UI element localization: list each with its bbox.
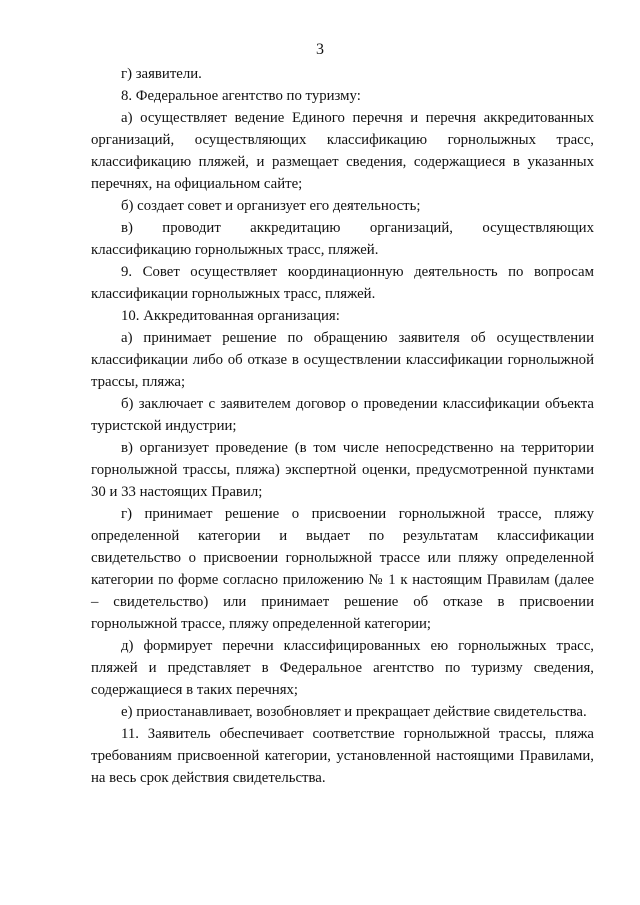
paragraph: 11. Заявитель обеспечивает соответствие горнолыжной трассы, пляжа требованиям присвоенной категории, установленной настоящими Правилами, на весь срок действия свидетельства. [91, 726, 594, 786]
document-body [91, 63, 594, 789]
paragraph: 8. Федеральное агентство по туризму: [121, 88, 361, 104]
paragraph: д) формирует перечни классифицированных ею горнолыжных трасс, пляжей и представляет в Федеральное агентство по туризму сведения, содержащиеся в таких перечнях; [91, 638, 594, 698]
paragraph: в) проводит аккредитацию организаций, осуществляющих классификацию горнолыжных трасс, пляжей. [91, 220, 594, 258]
paragraph: б) создает совет и организует его деятельность; [121, 198, 421, 214]
paragraph: г) заявители. [121, 66, 202, 82]
page-number: 3 [316, 41, 324, 58]
paragraph: б) заключает с заявителем договор о проведении классификации объекта туристской индустрии; [91, 396, 594, 434]
paragraph: а) осуществляет ведение Единого перечня и перечня аккредитованных организаций, осуществляющих классификацию горнолыжных трасс, классификацию пляжей, и размещает сведения, содержащиеся в указанных перечнях, на официальном сайте; [91, 110, 594, 192]
paragraph: е) приостанавливает, возобновляет и прекращает действие свидетельства. [121, 704, 587, 720]
paragraph: а) принимает решение по обращению заявителя об осуществлении классификации либо об отказе в осуществлении классификации горнолыжной трассы, пляжа; [91, 330, 594, 390]
paragraph: в) организует проведение (в том числе непосредственно на территории горнолыжной трассы, пляжа) экспертной оценки, предусмотренной пунктами 30 и 33 настоящих Правил; [91, 440, 594, 500]
paragraph: 10. Аккредитованная организация: [121, 308, 340, 324]
paragraph: г) принимает решение о присвоении горнолыжной трассе, пляжу определенной категории и выдает по результатам классификации свидетельство о присвоении горнолыжной трассе или пляжу определенной категории по форме согласно приложению № 1 к настоящим Правилам (далее – свидетельство) или принимает решение об отказе в присвоении горнолыжной трассе, пляжу определенной категории; [91, 506, 594, 632]
paragraph: 9. Совет осуществляет координационную деятельность по вопросам классификации горнолыжных трасс, пляжей. [91, 264, 594, 302]
